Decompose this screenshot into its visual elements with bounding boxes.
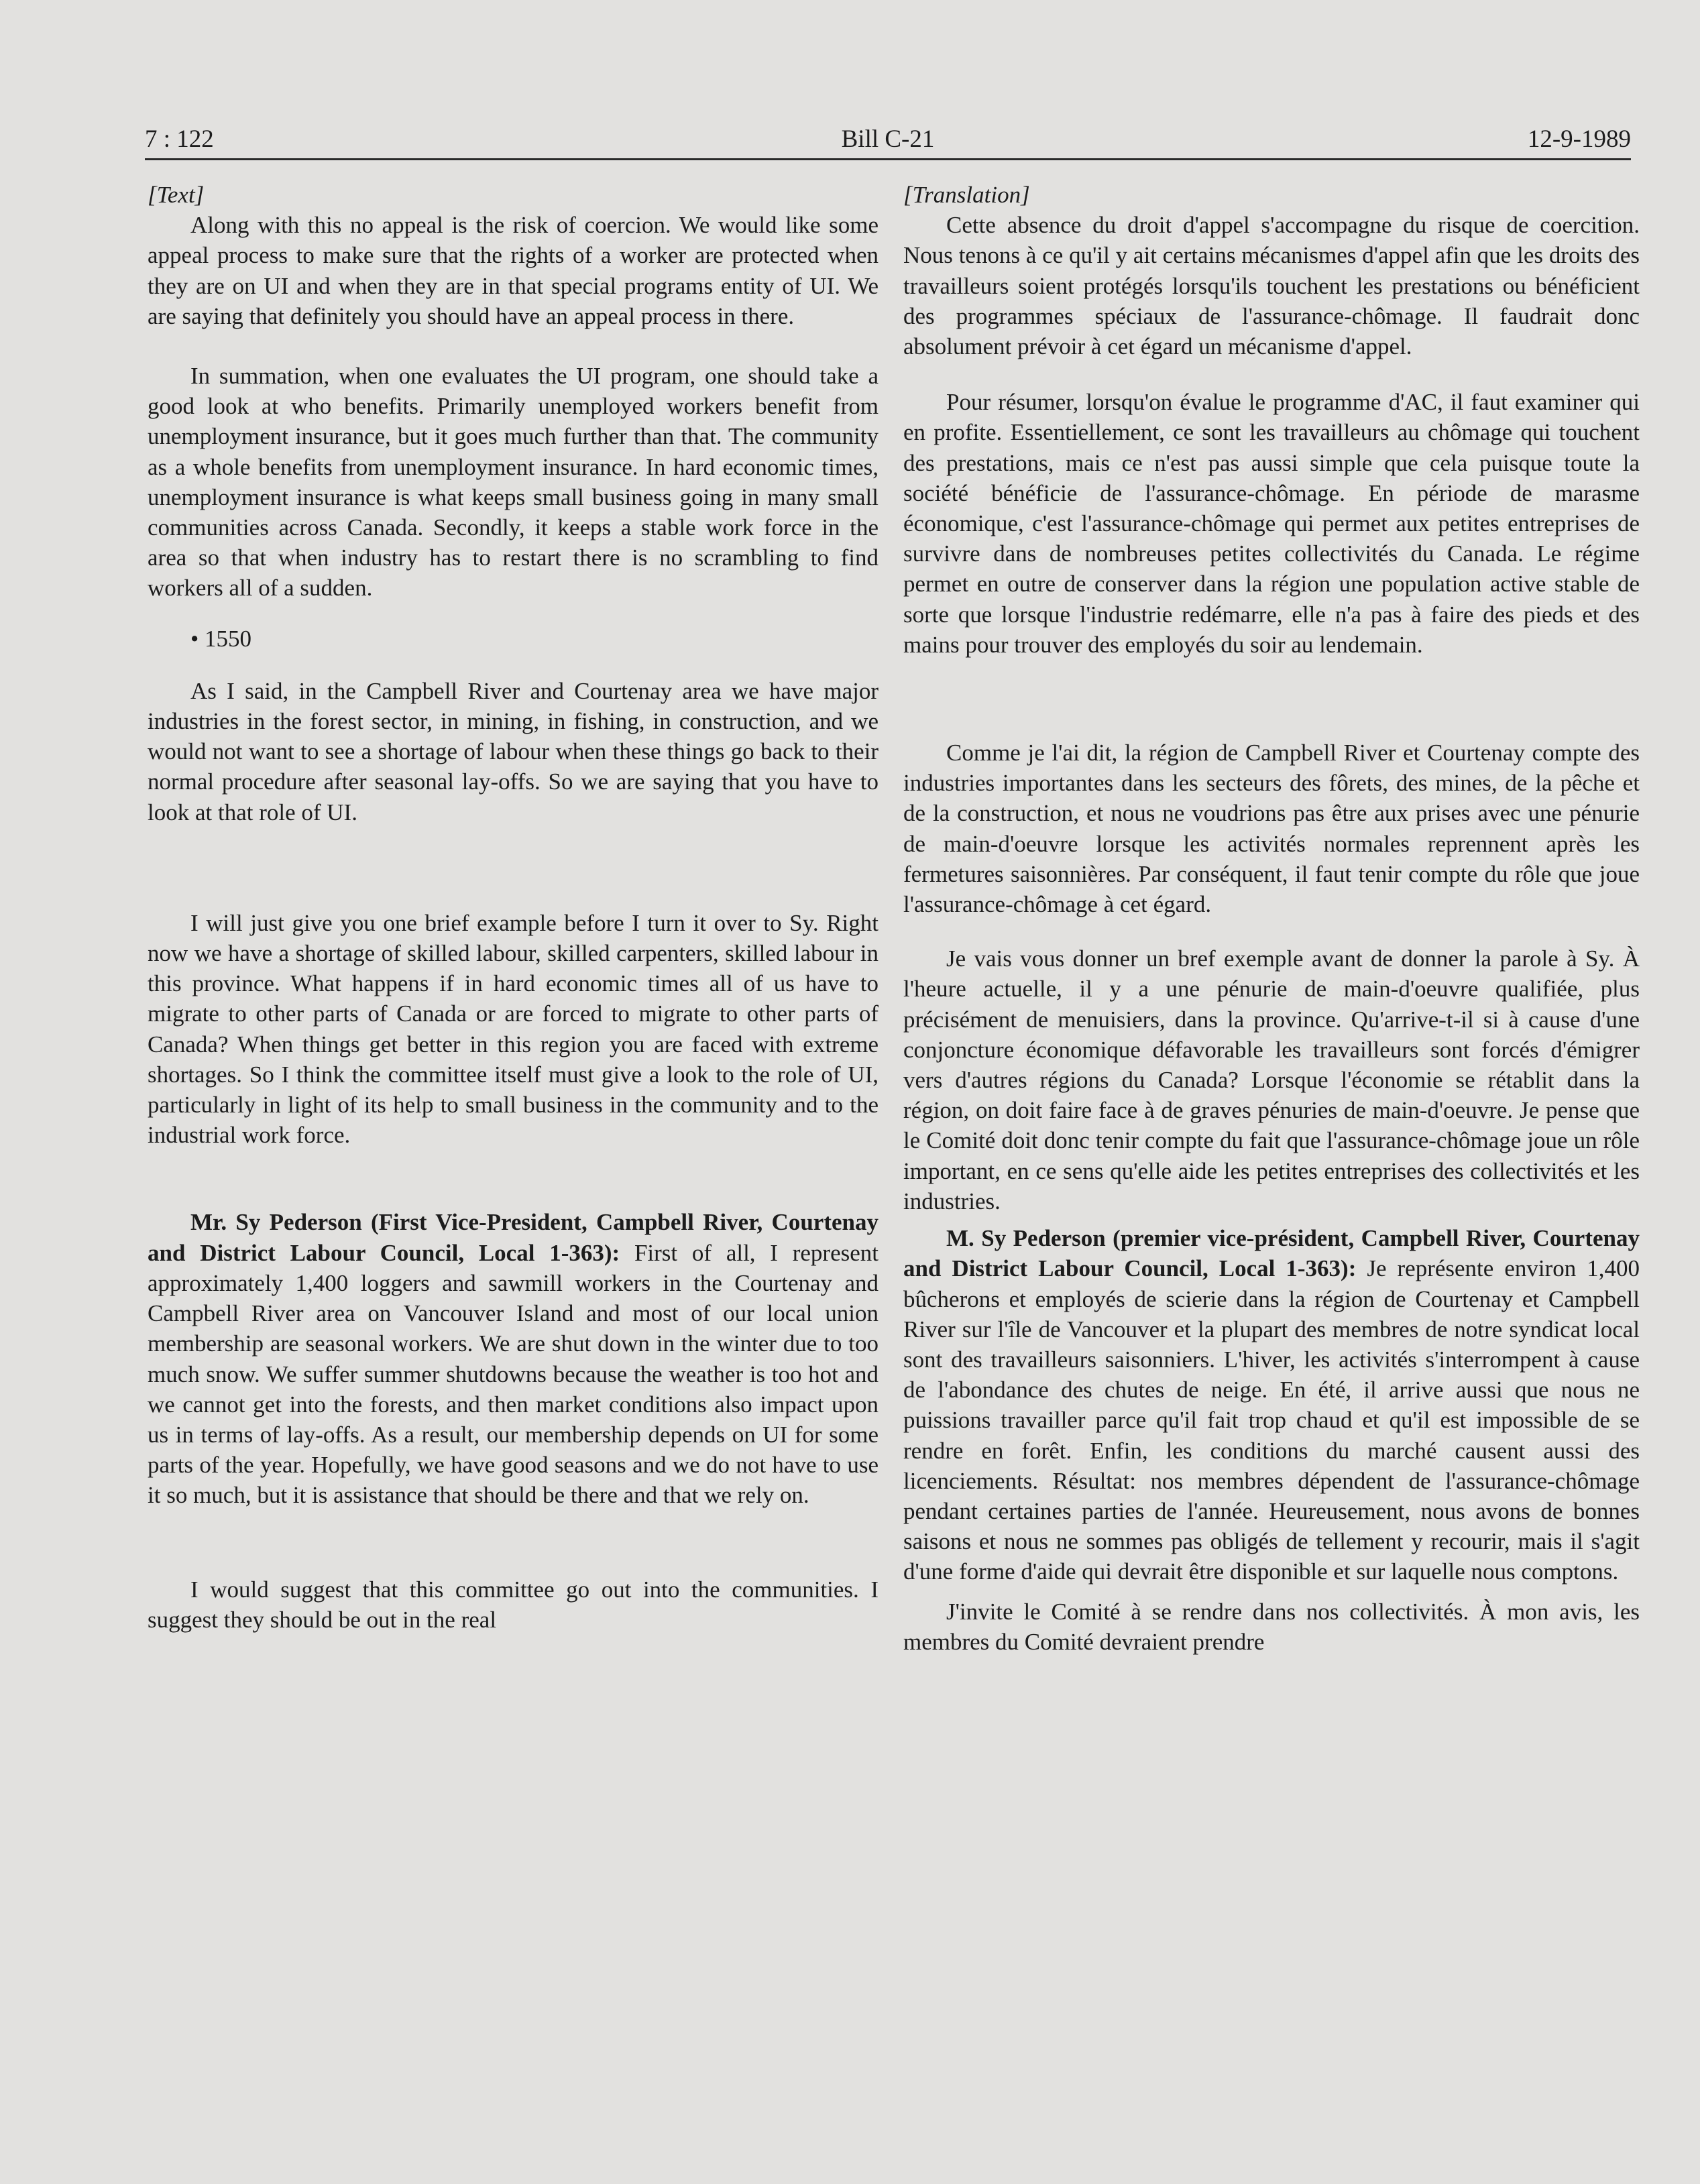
paragraph: In summation, when one evaluates the UI program, one should take a good look at who benefits. Primarily unemployed workers benefit from unemployment insurance, but it goes much further than that. The community as a whole benefits from unemployment insurance. In hard economic times, unemployment insurance is what keeps small business going in many small communities across Canada. Secondly, it keeps a stable work force in the area so that when industry has to restart there is no scrambling to find workers all of a sudden. (148, 363, 879, 601)
paragraph: Je vais vous donner un bref exemple avant de donner la parole à Sy. À l'heure actuelle, il y a une pénurie de main-d'oeuvre qualifiée, plus précisément de menuisiers, dans la province. Qu'arrive-t-il si à cause d'une conjoncture économique défavorable les travailleurs sont forcés d'émigrer vers d'autres régions du Canada? Lorsque l'économie se rétablit dans la région, on doit faire face à de graves pénuries de main-d'oeuvre. Je pense que le Comité doit donc tenir compte du fait que l'assurance-chômage joue un rôle important, en ce sens qu'elle aide les petites entreprises des collectivités et les industries. (903, 945, 1640, 1214)
paragraph: As I said, in the Campbell River and Courtenay area we have major industries in the forest sector, in mining, in fishing, in construction, and we would not want to see a shortage of labour when these things go back to their normal procedure after seasonal lay-offs. So we are saying that you have to look at that role of UI. (148, 677, 879, 825)
header-rule (145, 158, 1631, 160)
header-date: 12-9-1989 (1527, 125, 1631, 153)
text-label: [Text] (148, 182, 205, 208)
paragraph: Cette absence du droit d'appel s'accompagne du risque de coercition. Nous tenons à ce qu'il y ait certains mécanismes d'appel afin que les droits des travailleurs soient protégés lorsqu'ils touchent les prestations ou bénéficient des programmes spéciaux de l'assurance-chômage. Il faudrait donc absolument prévoir à cet égard un mécanisme d'appel. (903, 212, 1640, 360)
timestamp: • 1550 (190, 625, 252, 652)
paragraph: Pour résumer, lorsqu'on évalue le programme d'AC, il faut examiner qui en profite. Essentiellement, ce sont les travailleurs au chômage qui touchent des prestations, mais ce n'est pas aussi simple que cela puisque toute la société bénéficie de l'assurance-chômage. En période de marasme économique, c'est l'assurance-chômage qui permet aux petites entreprises de survivre dans de nombreuses petites collectivités du Canada. Le régime permet en outre de conserver dans la région une population active stable de sorte que lorsque l'industrie redémarre, elle n'a pas à faire des pieds et des mains pour trouver des employés du soir au lendemain. (903, 389, 1640, 658)
speaker-text: First of all, I represent approximately 1,400 loggers and sawmill workers in the Courtenay and Campbell River area on Vancouver Island and most of our local union membership are seasonal workers. We are shut down in the winter due to too much snow. We suffer summer shutdowns because the weather is too hot and we cannot get into the forests, and then market conditions also impact upon us in terms of lay-offs. As a result, our membership depends on UI for some parts of the year. Hopefully, we have good seasons and we do not have to use it so much, but it is assistance that should be there and that we rely on. (148, 1239, 879, 1509)
speaker-name: Mr. Sy Pederson (First Vice-President, Campbell River, Courtenay and District Labour Council, Local 1-363): (148, 1209, 879, 1266)
speaker-paragraph (148, 1207, 879, 1510)
bill-title: Bill C-21 (841, 125, 935, 153)
paragraph: J'invite le Comité à se rendre dans nos collectivités. À mon avis, les membres du Comité devraient prendre (903, 1598, 1640, 1655)
speaker-name: M. Sy Pederson (premier vice-président, Campbell River, Courtenay and District Labour Council, Local 1-363): (903, 1225, 1640, 1282)
translation-label: [Translation] (903, 182, 1030, 208)
page-number: 7 : 122 (145, 125, 214, 153)
speaker-text: Je représente environ 1,400 bûcherons et employés de scierie dans la région de Courtenay et Campbell River sur l'île de Vancouver et la plupart des membres de notre syndicat local sont des travailleurs saisonniers. L'hiver, les activités s'interrompent à cause de l'abondance des chutes de neige. En été, il arrive aussi que nous ne puissions travailler parce qu'il fait trop chaud et qu'il est impossible de se rendre en forêt. Enfin, les conditions du marché causent aussi des licenciements. Résultat: nos membres dépendent de l'assurance-chômage pendant certaines parties de l'année. Heureusement, nous avons de bonnes saisons et nous ne sommes pas obligés de tellement y recourir, mais il s'agit d'une forme d'aide qui devrait être disponible et sur laquelle nous comptons. (903, 1255, 1640, 1585)
page-header (145, 119, 1631, 158)
french-column (903, 180, 1640, 1657)
paragraph: I will just give you one brief example before I turn it over to Sy. Right now we have a shortage of skilled labour, skilled carpenters, skilled labour in this province. What happens if in hard economic times all of us have to migrate to other parts of Canada or are forced to migrate to other parts of Canada? When things get better in this region you are faced with extreme shortages. So I think the committee itself must give a look to the role of UI, particularly in light of its help to small business in the community and to the industrial work force. (148, 909, 879, 1149)
speaker-paragraph (903, 1223, 1640, 1587)
paragraph: Comme je l'ai dit, la région de Campbell River et Courtenay compte des industries importantes dans les secteurs des fôrets, des mines, de la pêche et de la construction, et nous ne voudrions pas être aux prises avec une pénurie de main-d'oeuvre lorsque les activités normales reprennent après les fermetures saisonnières. Par conséquent, il faut tenir compte du rôle que joue l'assurance-chômage à cet égard. (903, 740, 1640, 918)
paragraph: I would suggest that this committee go out into the communities. I suggest they should be out in the real (148, 1576, 879, 1633)
english-column (148, 180, 879, 1635)
paragraph: Along with this no appeal is the risk of coercion. We would like some appeal process to make sure that the rights of a worker are protected when they are on UI and when they are in that special programs entity of UI. We are saying that definitely you should have an appeal process in there. (148, 212, 879, 329)
